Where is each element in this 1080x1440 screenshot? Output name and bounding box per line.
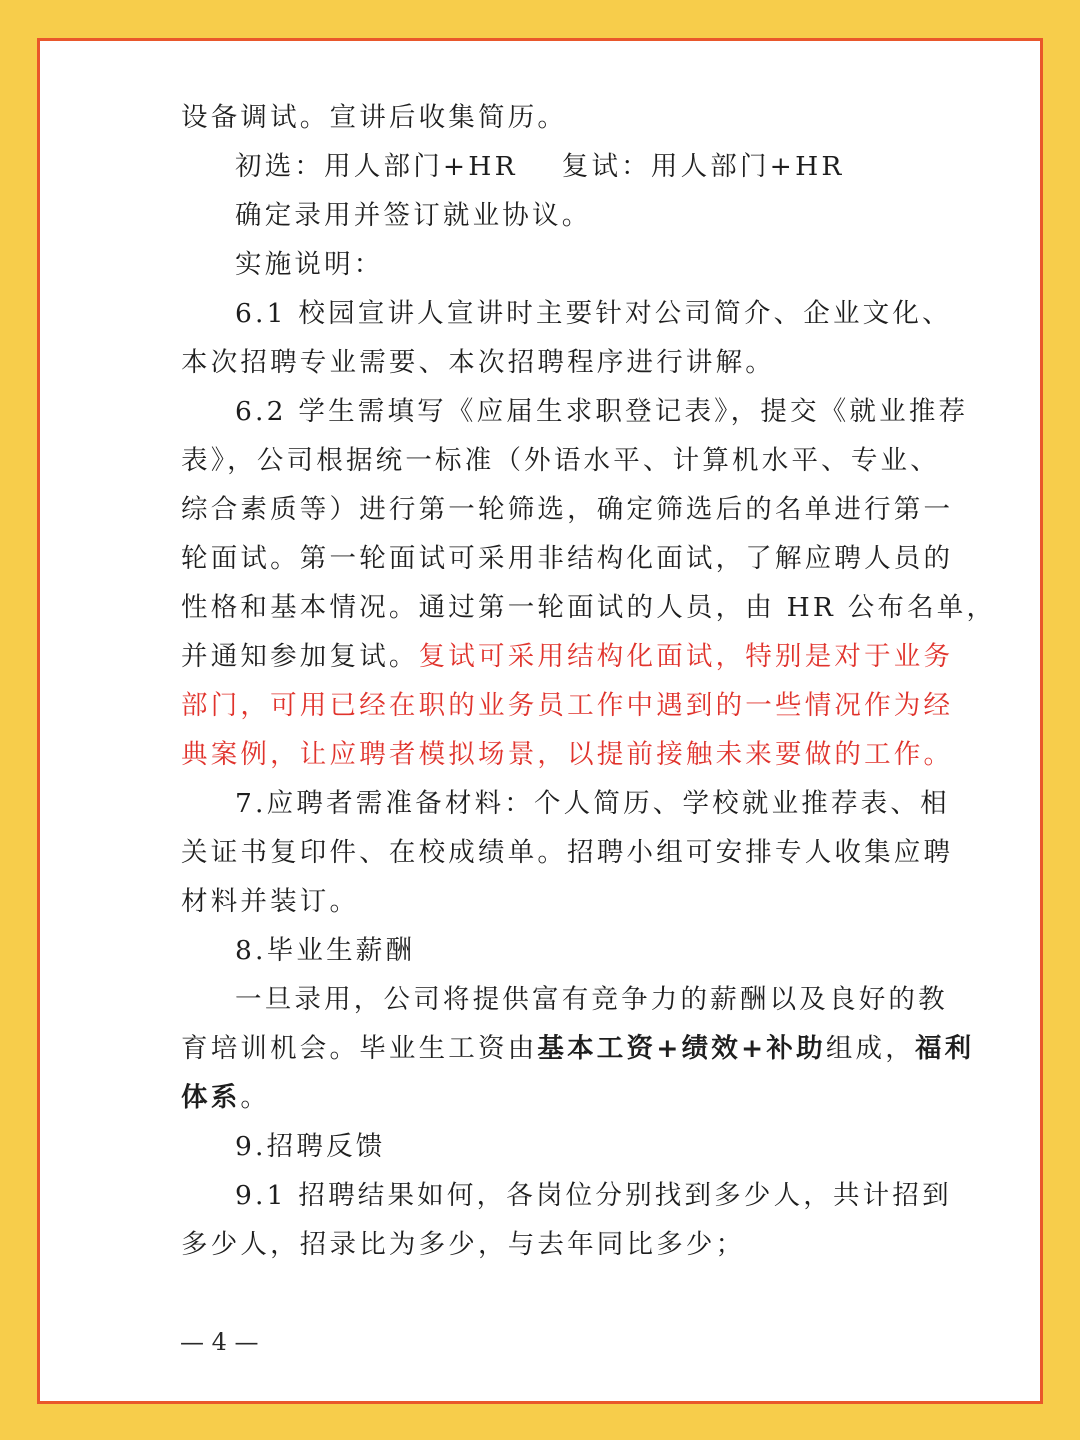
paragraph-6-2-line: 轮面试。第一轮面试可采用非结构化面试，了解应聘人员的 [181,543,954,574]
normal-text: 并通知参加复试。 [181,641,419,672]
paragraph-8-line [181,1024,975,1073]
bold-text: 福利 [914,1033,975,1064]
normal-text: 育培训机会。毕业生工资由 [181,1033,538,1064]
paragraph-7-line: 关证书复印件、在校成绩单。招聘小组可安排专人收集应聘 [181,837,954,868]
paragraph-8-line: 一旦录用，公司将提供富有竞争力的薪酬以及良好的教 [235,984,948,1015]
highlighted-text: 复试可采用结构化面试，特别是对于业务 [418,641,954,672]
paragraph-6-1-line: 本次招聘专业需要、本次招聘程序进行讲解。 [181,347,775,378]
document-page [37,38,1043,1404]
paragraph-6-2-line: 综合素质等）进行第一轮筛选，确定筛选后的名单进行第一 [181,494,954,525]
normal-text: 。 [240,1082,271,1113]
first-round-text: 初选：用人部门+HR [235,151,518,182]
section-heading: 实施说明： [235,249,384,280]
page-number: — 4 — [180,1328,259,1356]
highlighted-line: 部门，可用已经在职的业务员工作中遇到的一些情况作为经 [181,690,954,721]
section-heading: 9.招聘反馈 [235,1131,386,1162]
interview-rounds-line [181,142,906,191]
second-round-text: 复试：用人部门+HR [561,151,845,182]
paragraph-6-2-line: 表》，公司根据统一标准（外语水平、计算机水平、专业、 [181,445,940,476]
bold-text: 基本工资+绩效+补助 [537,1033,826,1064]
text-line: 设备调试。宣讲后收集简历。 [181,102,568,133]
paragraph-9-1-line: 9.1 招聘结果如何，各岗位分别找到多少人，共计招到 [235,1180,952,1211]
highlighted-line: 典案例，让应聘者模拟场景，以提前接触未来要做的工作。 [181,739,954,770]
paragraph-7-line: 7.应聘者需准备材料：个人简历、学校就业推荐表、相 [235,788,950,819]
paragraph-9-1-line: 多少人，招录比为多少，与去年同比多少； [181,1229,746,1260]
section-heading: 8.毕业生薪酬 [235,935,416,966]
paragraph-6-2-line [181,632,954,681]
paragraph-6-1-line: 6.1 校园宣讲人宣讲时主要针对公司简介、企业文化、 [235,298,952,329]
text-line: 确定录用并签订就业协议。 [235,200,592,231]
document-body [181,93,997,1269]
normal-text: 组成， [825,1033,915,1064]
bold-text: 体系 [181,1082,241,1113]
paragraph-7-line: 材料并装订。 [181,886,360,917]
paragraph-6-2-line: 性格和基本情况。通过第一轮面试的人员，由 HR 公布名单， [181,592,997,623]
paragraph-8-line [181,1073,906,1122]
paragraph-6-2-line: 6.2 学生需填写《应届生求职登记表》，提交《就业推荐 [235,396,969,427]
